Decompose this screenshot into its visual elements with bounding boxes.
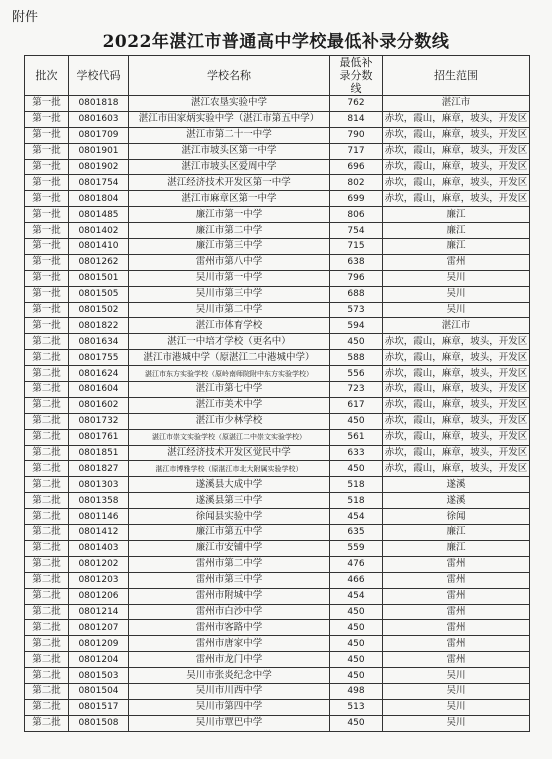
page-title: 2022年湛江市普通高中学校最低补录分数线	[102, 32, 450, 52]
enrollment-area-cell: 赤坎，霞山，麻章，坡头，开发区	[383, 350, 530, 366]
school-name-cell: 湛江市崇文实验学校（原湛江二中崇文实验学校）	[129, 429, 330, 445]
min-score-cell: 450	[330, 620, 383, 636]
table-row	[25, 556, 530, 572]
table-row	[25, 318, 530, 334]
table-row	[25, 382, 530, 398]
school-name-cell: 吴川市第二中学	[129, 302, 330, 318]
table-row	[25, 207, 530, 223]
school-code-cell: 0801851	[69, 445, 129, 461]
min-score-cell: 476	[330, 556, 383, 572]
batch-cell: 第一批	[25, 111, 69, 127]
school-code-cell: 0801412	[69, 525, 129, 541]
batch-cell: 第二批	[25, 382, 69, 398]
school-code-cell: 0801262	[69, 254, 129, 270]
min-score-cell: 635	[330, 525, 383, 541]
enrollment-area-cell: 遂溪	[383, 477, 530, 493]
batch-cell: 第二批	[25, 668, 69, 684]
school-name-cell: 湛江市第七中学	[129, 382, 330, 398]
school-name-cell: 吴川市第三中学	[129, 286, 330, 302]
enrollment-area-cell: 吴川	[383, 270, 530, 286]
batch-cell: 第二批	[25, 366, 69, 382]
school-name-cell: 雷州市白沙中学	[129, 604, 330, 620]
min-score-cell: 450	[330, 413, 383, 429]
school-code-cell: 0801358	[69, 493, 129, 509]
enrollment-area-cell: 吴川	[383, 699, 530, 715]
school-name-cell: 廉江市安铺中学	[129, 540, 330, 556]
min-score-cell: 450	[330, 334, 383, 350]
table-row	[25, 683, 530, 699]
school-code-cell: 0801503	[69, 668, 129, 684]
enrollment-area-cell: 雷州	[383, 572, 530, 588]
min-score-cell: 454	[330, 509, 383, 525]
min-score-cell: 790	[330, 127, 383, 143]
school-code-cell: 0801146	[69, 509, 129, 525]
school-code-cell: 0801754	[69, 175, 129, 191]
school-code-cell: 0801709	[69, 127, 129, 143]
table-row	[25, 509, 530, 525]
batch-cell: 第二批	[25, 334, 69, 350]
school-name-cell: 雷州市唐家中学	[129, 636, 330, 652]
table-row	[25, 493, 530, 509]
enrollment-area-cell: 廉江	[383, 207, 530, 223]
enrollment-area-cell: 廉江	[383, 239, 530, 255]
enrollment-area-cell: 赤坎，霞山，麻章，坡头，开发区	[383, 127, 530, 143]
table-row	[25, 461, 530, 477]
min-score-cell: 573	[330, 302, 383, 318]
batch-cell: 第二批	[25, 429, 69, 445]
min-score-cell: 450	[330, 636, 383, 652]
school-name-cell: 湛江市美术中学	[129, 397, 330, 413]
batch-cell: 第二批	[25, 493, 69, 509]
min-score-cell: 450	[330, 461, 383, 477]
batch-cell: 第二批	[25, 461, 69, 477]
school-name-cell: 吴川市覃巴中学	[129, 715, 330, 731]
enrollment-area-cell: 赤坎，霞山，麻章，坡头，开发区	[383, 111, 530, 127]
school-code-cell: 0801604	[69, 382, 129, 398]
table-row	[25, 445, 530, 461]
school-code-cell: 0801508	[69, 715, 129, 731]
batch-cell: 第二批	[25, 397, 69, 413]
batch-cell: 第一批	[25, 239, 69, 255]
batch-cell: 第一批	[25, 175, 69, 191]
school-code-cell: 0801827	[69, 461, 129, 477]
table-row	[25, 270, 530, 286]
table-row	[25, 239, 530, 255]
school-name-cell: 湛江市港城中学（原湛江二中港城中学）	[129, 350, 330, 366]
enrollment-area-cell: 湛江市	[383, 96, 530, 112]
school-code-cell: 0801755	[69, 350, 129, 366]
table-row	[25, 620, 530, 636]
school-code-cell: 0801603	[69, 111, 129, 127]
batch-cell: 第一批	[25, 254, 69, 270]
school-name-cell: 吴川市川西中学	[129, 683, 330, 699]
min-score-cell: 450	[330, 715, 383, 731]
batch-cell: 第二批	[25, 652, 69, 668]
min-score-cell: 638	[330, 254, 383, 270]
score-table	[24, 55, 530, 732]
enrollment-area-cell: 赤坎，霞山，麻章，坡头，开发区	[383, 175, 530, 191]
batch-cell: 第一批	[25, 159, 69, 175]
min-score-cell: 633	[330, 445, 383, 461]
min-score-cell: 762	[330, 96, 383, 112]
enrollment-area-cell: 赤坎，霞山，麻章，坡头，开发区	[383, 191, 530, 207]
table-row	[25, 477, 530, 493]
min-score-cell: 717	[330, 143, 383, 159]
min-score-cell: 802	[330, 175, 383, 191]
school-code-cell: 0801517	[69, 699, 129, 715]
school-name-cell: 湛江经济技术开发区觉民中学	[129, 445, 330, 461]
school-name-cell: 遂溪县大成中学	[129, 477, 330, 493]
table-row	[25, 111, 530, 127]
school-name-cell: 湛江市坡头区爱周中学	[129, 159, 330, 175]
batch-cell: 第二批	[25, 556, 69, 572]
table-row	[25, 223, 530, 239]
school-name-cell: 湛江市少林学校	[129, 413, 330, 429]
batch-cell: 第一批	[25, 302, 69, 318]
school-code-cell: 0801602	[69, 397, 129, 413]
batch-cell: 第二批	[25, 413, 69, 429]
min-score-cell: 450	[330, 668, 383, 684]
table-row	[25, 525, 530, 541]
school-code-cell: 0801485	[69, 207, 129, 223]
school-name-cell: 吴川市第一中学	[129, 270, 330, 286]
min-score-cell: 450	[330, 652, 383, 668]
school-code-cell: 0801202	[69, 556, 129, 572]
school-name-cell: 湛江市第二十一中学	[129, 127, 330, 143]
table-row	[25, 175, 530, 191]
enrollment-area-cell: 赤坎，霞山，麻章，坡头，开发区	[383, 397, 530, 413]
table-row	[25, 715, 530, 731]
table-row	[25, 127, 530, 143]
table-row	[25, 604, 530, 620]
batch-cell: 第二批	[25, 620, 69, 636]
enrollment-area-cell: 雷州	[383, 556, 530, 572]
school-name-cell: 雷州市第三中学	[129, 572, 330, 588]
batch-cell: 第二批	[25, 572, 69, 588]
enrollment-area-cell: 吴川	[383, 302, 530, 318]
enrollment-area-cell: 廉江	[383, 223, 530, 239]
table-row	[25, 96, 530, 112]
batch-cell: 第一批	[25, 270, 69, 286]
table-row	[25, 143, 530, 159]
header-area: 招生范围	[383, 56, 530, 96]
school-name-cell: 廉江市第二中学	[129, 223, 330, 239]
batch-cell: 第二批	[25, 445, 69, 461]
school-name-cell: 廉江市第一中学	[129, 207, 330, 223]
enrollment-area-cell: 赤坎，霞山，麻章，坡头，开发区	[383, 413, 530, 429]
enrollment-area-cell: 吴川	[383, 286, 530, 302]
header-batch: 批次	[25, 56, 69, 96]
table-row	[25, 540, 530, 556]
school-name-cell: 湛江市麻章区第一中学	[129, 191, 330, 207]
batch-cell: 第二批	[25, 715, 69, 731]
enrollment-area-cell: 雷州	[383, 636, 530, 652]
school-code-cell: 0801209	[69, 636, 129, 652]
table-row	[25, 429, 530, 445]
enrollment-area-cell: 赤坎，霞山，麻章，坡头，开发区	[383, 366, 530, 382]
school-code-cell: 0801624	[69, 366, 129, 382]
batch-cell: 第一批	[25, 223, 69, 239]
school-name-cell: 遂溪县第三中学	[129, 493, 330, 509]
school-code-cell: 0801634	[69, 334, 129, 350]
school-code-cell: 0801901	[69, 143, 129, 159]
enrollment-area-cell: 雷州	[383, 588, 530, 604]
school-name-cell: 湛江一中培才学校（更名中）	[129, 334, 330, 350]
batch-cell: 第一批	[25, 96, 69, 112]
table-row	[25, 413, 530, 429]
header-code: 学校代码	[69, 56, 129, 96]
min-score-cell: 617	[330, 397, 383, 413]
enrollment-area-cell: 吴川	[383, 715, 530, 731]
batch-cell: 第一批	[25, 127, 69, 143]
table-row	[25, 334, 530, 350]
header-name: 学校名称	[129, 56, 330, 96]
school-name-cell: 雷州市客路中学	[129, 620, 330, 636]
school-code-cell: 0801403	[69, 540, 129, 556]
school-code-cell: 0801732	[69, 413, 129, 429]
school-code-cell: 0801206	[69, 588, 129, 604]
min-score-cell: 588	[330, 350, 383, 366]
school-code-cell: 0801761	[69, 429, 129, 445]
min-score-cell: 454	[330, 588, 383, 604]
table-row	[25, 350, 530, 366]
min-score-cell: 466	[330, 572, 383, 588]
school-code-cell: 0801822	[69, 318, 129, 334]
batch-cell: 第二批	[25, 636, 69, 652]
enrollment-area-cell: 赤坎，霞山，麻章，坡头，开发区	[383, 445, 530, 461]
enrollment-area-cell: 赤坎，霞山，麻章，坡头，开发区	[383, 159, 530, 175]
batch-cell: 第二批	[25, 604, 69, 620]
batch-cell: 第一批	[25, 318, 69, 334]
enrollment-area-cell: 雷州	[383, 620, 530, 636]
table-row	[25, 302, 530, 318]
batch-cell: 第一批	[25, 207, 69, 223]
enrollment-area-cell: 遂溪	[383, 493, 530, 509]
header-score-text: 最低补录分数线	[339, 56, 373, 95]
enrollment-area-cell: 廉江	[383, 525, 530, 541]
school-name-cell: 吴川市第四中学	[129, 699, 330, 715]
enrollment-area-cell: 廉江	[383, 540, 530, 556]
table-row	[25, 652, 530, 668]
enrollment-area-cell: 赤坎，霞山，麻章，坡头，开发区	[383, 429, 530, 445]
enrollment-area-cell: 雷州	[383, 604, 530, 620]
school-name-cell: 湛江市东方实验学校（原岭南师院附中东方实验学校）	[129, 366, 330, 382]
batch-cell: 第二批	[25, 477, 69, 493]
min-score-cell: 556	[330, 366, 383, 382]
min-score-cell: 688	[330, 286, 383, 302]
table-row	[25, 397, 530, 413]
table-header-row	[25, 56, 530, 96]
table-row	[25, 286, 530, 302]
enrollment-area-cell: 吴川	[383, 668, 530, 684]
enrollment-area-cell: 徐闻	[383, 509, 530, 525]
table-row	[25, 191, 530, 207]
school-name-cell: 廉江市第五中学	[129, 525, 330, 541]
attachment-label: 附件	[12, 10, 39, 25]
min-score-cell: 518	[330, 493, 383, 509]
school-name-cell: 湛江经济技术开发区第一中学	[129, 175, 330, 191]
table-row	[25, 636, 530, 652]
table-row	[25, 572, 530, 588]
school-code-cell: 0801818	[69, 96, 129, 112]
min-score-cell: 559	[330, 540, 383, 556]
school-code-cell: 0801505	[69, 286, 129, 302]
table-row	[25, 668, 530, 684]
table-row	[25, 159, 530, 175]
batch-cell: 第二批	[25, 588, 69, 604]
min-score-cell: 498	[330, 683, 383, 699]
school-code-cell: 0801504	[69, 683, 129, 699]
batch-cell: 第二批	[25, 509, 69, 525]
min-score-cell: 561	[330, 429, 383, 445]
batch-cell: 第二批	[25, 350, 69, 366]
min-score-cell: 754	[330, 223, 383, 239]
school-name-cell: 雷州市附城中学	[129, 588, 330, 604]
school-code-cell: 0801902	[69, 159, 129, 175]
min-score-cell: 696	[330, 159, 383, 175]
header-score	[330, 56, 383, 96]
table-row	[25, 588, 530, 604]
school-name-cell: 雷州市第八中学	[129, 254, 330, 270]
enrollment-area-cell: 吴川	[383, 683, 530, 699]
min-score-cell: 518	[330, 477, 383, 493]
enrollment-area-cell: 雷州	[383, 254, 530, 270]
min-score-cell: 796	[330, 270, 383, 286]
enrollment-area-cell: 赤坎，霞山，麻章，坡头，开发区	[383, 143, 530, 159]
school-name-cell: 湛江农垦实验中学	[129, 96, 330, 112]
school-code-cell: 0801402	[69, 223, 129, 239]
min-score-cell: 513	[330, 699, 383, 715]
enrollment-area-cell: 赤坎，霞山，麻章，坡头，开发区	[383, 382, 530, 398]
table-row	[25, 366, 530, 382]
school-name-cell: 吴川市张炎纪念中学	[129, 668, 330, 684]
batch-cell: 第二批	[25, 525, 69, 541]
school-name-cell: 雷州市龙门中学	[129, 652, 330, 668]
school-name-cell: 雷州市第二中学	[129, 556, 330, 572]
school-name-cell: 湛江市田家炳实验中学（湛江市第五中学）	[129, 111, 330, 127]
enrollment-area-cell: 湛江市	[383, 318, 530, 334]
table-row	[25, 254, 530, 270]
school-code-cell: 0801502	[69, 302, 129, 318]
batch-cell: 第二批	[25, 540, 69, 556]
school-code-cell: 0801303	[69, 477, 129, 493]
enrollment-area-cell: 雷州	[383, 652, 530, 668]
batch-cell: 第二批	[25, 699, 69, 715]
school-code-cell: 0801501	[69, 270, 129, 286]
batch-cell: 第一批	[25, 191, 69, 207]
school-name-cell: 湛江市博雅学校（原湛江市北大附属实验学校）	[129, 461, 330, 477]
school-code-cell: 0801214	[69, 604, 129, 620]
school-name-cell: 湛江市坡头区第一中学	[129, 143, 330, 159]
min-score-cell: 723	[330, 382, 383, 398]
table-row	[25, 699, 530, 715]
school-code-cell: 0801804	[69, 191, 129, 207]
school-code-cell: 0801204	[69, 652, 129, 668]
batch-cell: 第二批	[25, 683, 69, 699]
min-score-cell: 715	[330, 239, 383, 255]
batch-cell: 第一批	[25, 286, 69, 302]
enrollment-area-cell: 赤坎，霞山，麻章，坡头，开发区	[383, 461, 530, 477]
min-score-cell: 814	[330, 111, 383, 127]
enrollment-area-cell: 赤坎，霞山，麻章，坡头，开发区	[383, 334, 530, 350]
school-code-cell: 0801410	[69, 239, 129, 255]
min-score-cell: 594	[330, 318, 383, 334]
school-code-cell: 0801203	[69, 572, 129, 588]
school-name-cell: 廉江市第三中学	[129, 239, 330, 255]
school-code-cell: 0801207	[69, 620, 129, 636]
batch-cell: 第一批	[25, 143, 69, 159]
min-score-cell: 806	[330, 207, 383, 223]
school-name-cell: 湛江市体育学校	[129, 318, 330, 334]
min-score-cell: 450	[330, 604, 383, 620]
school-name-cell: 徐闻县实验中学	[129, 509, 330, 525]
min-score-cell: 699	[330, 191, 383, 207]
